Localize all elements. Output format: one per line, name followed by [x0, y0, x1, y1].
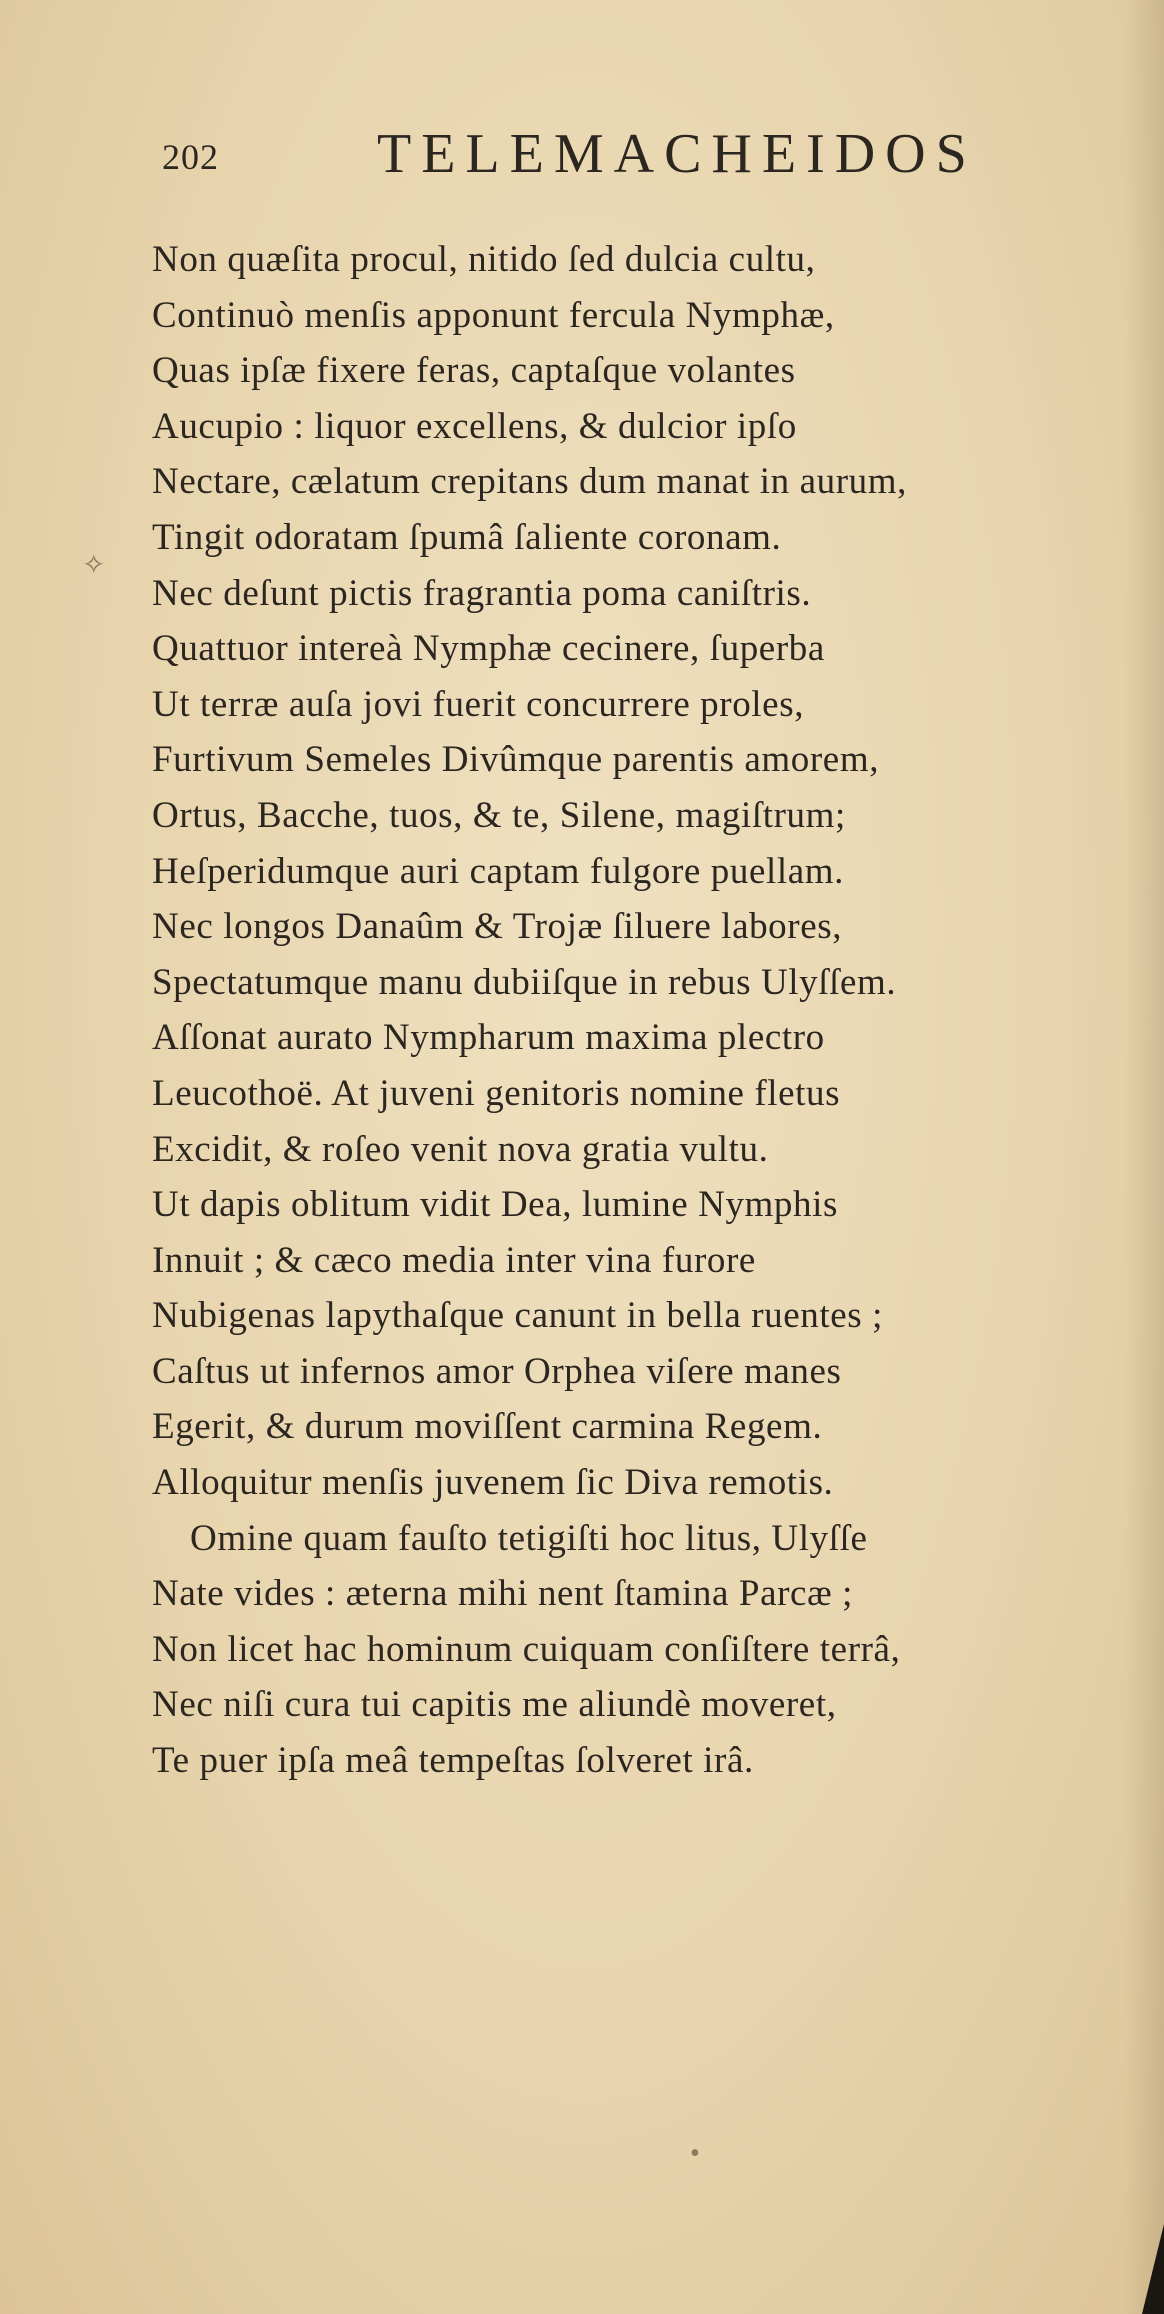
bottom-dot-icon: • [690, 2138, 700, 2169]
verse-line: Te puer ipſa meâ tempeſtas ſolveret irâ. [152, 1740, 754, 1782]
verse-line: Nate vides : æterna mihi nent ſtamina Parcæ ; [152, 1573, 854, 1615]
verse-line: Nec longos Danaûm & Trojæ ſiluere labores, [152, 906, 843, 948]
verse-line: Aucupio : liquor excellens, & dulcior ipſo [152, 405, 797, 447]
verse-line: Spectatumque manu dubiiſque in rebus Ulyſſem. [152, 961, 897, 1003]
page-header [162, 118, 977, 188]
verse-line: Quas ipſæ fixere feras, captaſque volantes [152, 350, 796, 392]
verse-line: Leucothoë. At juveni genitoris nomine fletus [152, 1072, 841, 1114]
verse-line: Nectare, cælatum crepitans dum manat in aurum, [152, 461, 908, 503]
verse-line: Non licet hac hominum cuiquam conſiſtere terrâ, [152, 1628, 901, 1670]
verse-line: Continuò menſis apponunt fercula Nymphæ, [152, 294, 835, 336]
verse-line: Ut terræ auſa jovi fuerit concurrere proles, [152, 683, 805, 725]
verse-line: Nec niſi cura tui capitis me aliundè moveret, [152, 1684, 837, 1726]
verse-line: Non quæſita procul, nitido ſed dulcia cultu, [152, 239, 816, 280]
verse-line: Nec deſunt pictis fragrantia poma caniſtris. [152, 572, 812, 614]
verse-line: Caſtus ut infernos amor Orphea viſere manes [152, 1350, 842, 1392]
page-corner-icon [1142, 2224, 1164, 2314]
verse-line: Furtivum Semeles Divûmque parentis amorem, [152, 739, 880, 781]
verse-block [152, 232, 1112, 1789]
verse-line: Aſſonat aurato Nympharum maxima plectro [152, 1017, 825, 1059]
verse-line: Heſperidumque auri captam fulgore puellam. [152, 850, 844, 892]
running-title: TELEMACHEIDOS [377, 123, 977, 185]
verse-line: Excidit, & roſeo venit nova gratia vultu. [152, 1128, 769, 1170]
verse-line: Omine quam fauſto tetigiſti hoc litus, Ulyſſe [190, 1517, 868, 1559]
verse-line: Ut dapis oblitum vidit Dea, lumine Nymphis [152, 1184, 839, 1226]
verse-line: Innuit ; & cæco media inter vina furore [152, 1239, 756, 1281]
verse-line: Egerit, & durum moviſſent carmina Regem. [152, 1406, 823, 1448]
page-number: 202 [162, 137, 219, 177]
verse-line: Quattuor intereà Nymphæ cecinere, ſuperba [152, 628, 825, 670]
verse-line: Ortus, Bacche, tuos, & te, Silene, magiſtrum; [152, 794, 846, 836]
verse-line: Tingit odoratam ſpumâ ſaliente coronam. [152, 516, 782, 558]
verse-line: Nubigenas lapythaſque canunt in bella ruentes ; [152, 1295, 883, 1337]
verse-line: Alloquitur menſis juvenem ſic Diva remotis. [152, 1462, 834, 1504]
margin-mark-icon: ✧ [82, 550, 106, 581]
page-edge-shadow [1124, 0, 1164, 2314]
